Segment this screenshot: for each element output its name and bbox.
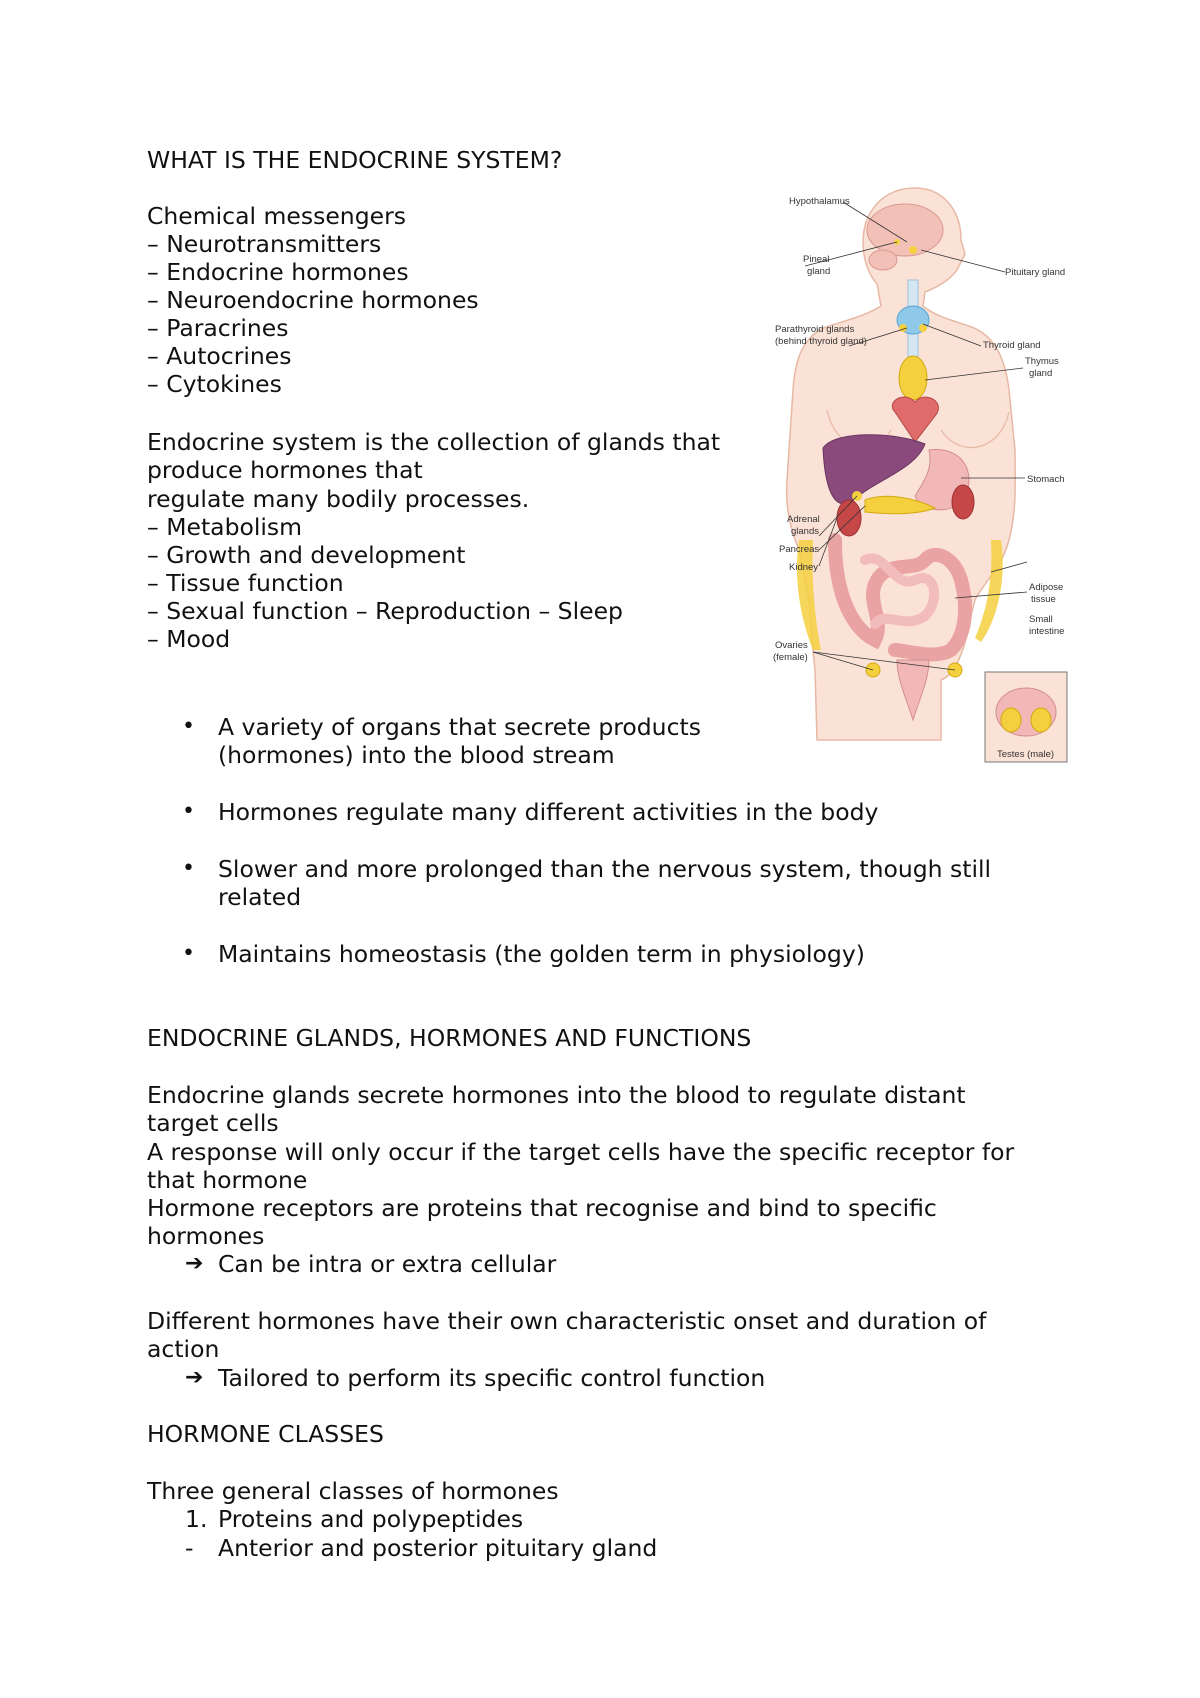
paragraph-line: action	[147, 1335, 220, 1363]
process-item: – Sexual function – Reproduction – Sleep	[147, 597, 623, 625]
label-pancreas: Pancreas	[779, 544, 820, 555]
paragraph-line: A response will only occur if the target cells have the specific receptor for	[147, 1138, 1015, 1166]
label-adipose: tissue	[1031, 594, 1056, 605]
paragraph-line: Different hormones have their own characteristic onset and duration of	[147, 1307, 987, 1335]
messenger-item: – Neurotransmitters	[147, 230, 382, 258]
paragraph-line: hormones	[147, 1222, 265, 1250]
paragraph-line: Endocrine glands secrete hormones into the blood to regulate distant	[147, 1081, 966, 1109]
messenger-item: – Endocrine hormones	[147, 258, 409, 286]
label-stomach: Stomach	[1027, 474, 1065, 485]
cerebellum	[869, 250, 897, 270]
messengers-title: Chemical messengers	[147, 202, 406, 230]
bullet-text: (hormones) into the blood stream	[218, 741, 615, 769]
arrow-text: Tailored to perform its specific control function	[218, 1364, 766, 1392]
label-small-intestine: intestine	[1029, 626, 1065, 637]
messenger-item: – Autocrines	[147, 342, 292, 370]
bullet-mark: •	[182, 941, 195, 966]
messenger-item: – Cytokines	[147, 370, 282, 398]
process-item: – Metabolism	[147, 513, 303, 541]
bullet-text: Hormones regulate many different activities in the body	[218, 798, 879, 826]
list-item: Proteins and polypeptides	[218, 1505, 524, 1533]
label-adrenal: Adrenal	[787, 514, 820, 525]
heading-endocrine-system: WHAT IS THE ENDOCRINE SYSTEM?	[147, 146, 563, 174]
label-pineal: Pineal	[803, 254, 830, 265]
messenger-item: – Paracrines	[147, 314, 289, 342]
label-parathyroid: (behind thyroid gland)	[775, 336, 867, 347]
label-hypothalamus: Hypothalamus	[789, 196, 850, 207]
heading-hormone-classes: HORMONE CLASSES	[147, 1420, 384, 1448]
label-small-intestine: Small	[1029, 614, 1053, 625]
thymus-gland	[899, 356, 927, 400]
definition-line: produce hormones that	[147, 456, 423, 484]
label-adipose: Adipose	[1029, 582, 1064, 593]
bullet-text: Maintains homeostasis (the golden term in physiology)	[218, 940, 865, 968]
bullet-mark: •	[182, 799, 195, 824]
paragraph-line: that hormone	[147, 1166, 308, 1194]
list-number: 1.	[185, 1505, 208, 1533]
list-subitem: Anterior and posterior pituitary gland	[218, 1534, 658, 1562]
endocrine-system-figure	[765, 180, 1075, 765]
messenger-item: – Neuroendocrine hormones	[147, 286, 479, 314]
brain	[867, 204, 943, 256]
definition-line: regulate many bodily processes.	[147, 485, 530, 513]
dash-mark: -	[185, 1534, 194, 1562]
label-adrenal: glands	[791, 526, 819, 537]
label-parathyroid: Parathyroid glands	[775, 324, 855, 335]
definition-line: Endocrine system is the collection of glands that	[147, 428, 721, 456]
label-ovaries: Ovaries	[775, 640, 808, 651]
process-item: – Growth and development	[147, 541, 466, 569]
body-diagram	[765, 180, 1075, 765]
bullet-text: related	[218, 883, 302, 911]
pituitary-gland	[909, 246, 917, 254]
bullet-text: Slower and more prolonged than the nervous system, though still	[218, 855, 992, 883]
arrow-text: Can be intra or extra cellular	[218, 1250, 557, 1278]
kidney	[837, 500, 861, 536]
label-testes: Testes (male)	[997, 749, 1055, 760]
kidney	[952, 485, 974, 519]
heading-glands-hormones: ENDOCRINE GLANDS, HORMONES AND FUNCTIONS	[147, 1024, 752, 1052]
process-item: – Mood	[147, 625, 231, 653]
label-thyroid: Thyroid gland	[983, 340, 1041, 351]
label-pineal: gland	[807, 266, 831, 277]
paragraph-line: target cells	[147, 1109, 279, 1137]
paragraph-line: Hormone receptors are proteins that recognise and bind to specific	[147, 1194, 937, 1222]
label-kidney: Kidney	[789, 562, 819, 573]
process-item: – Tissue function	[147, 569, 344, 597]
bullet-text: A variety of organs that secrete products	[218, 713, 701, 741]
classes-intro: Three general classes of hormones	[147, 1477, 559, 1505]
label-thymus: Thymus	[1025, 356, 1059, 367]
label-thymus: gland	[1029, 368, 1053, 379]
bullet-mark: •	[182, 856, 195, 881]
label-pituitary: Pituitary gland	[1005, 267, 1066, 278]
testis	[1001, 708, 1021, 732]
bullet-mark: •	[182, 714, 195, 739]
arrow-icon: ➔	[185, 1251, 204, 1276]
testis	[1031, 708, 1051, 732]
arrow-icon: ➔	[185, 1365, 204, 1390]
label-ovaries: (female)	[773, 652, 808, 663]
